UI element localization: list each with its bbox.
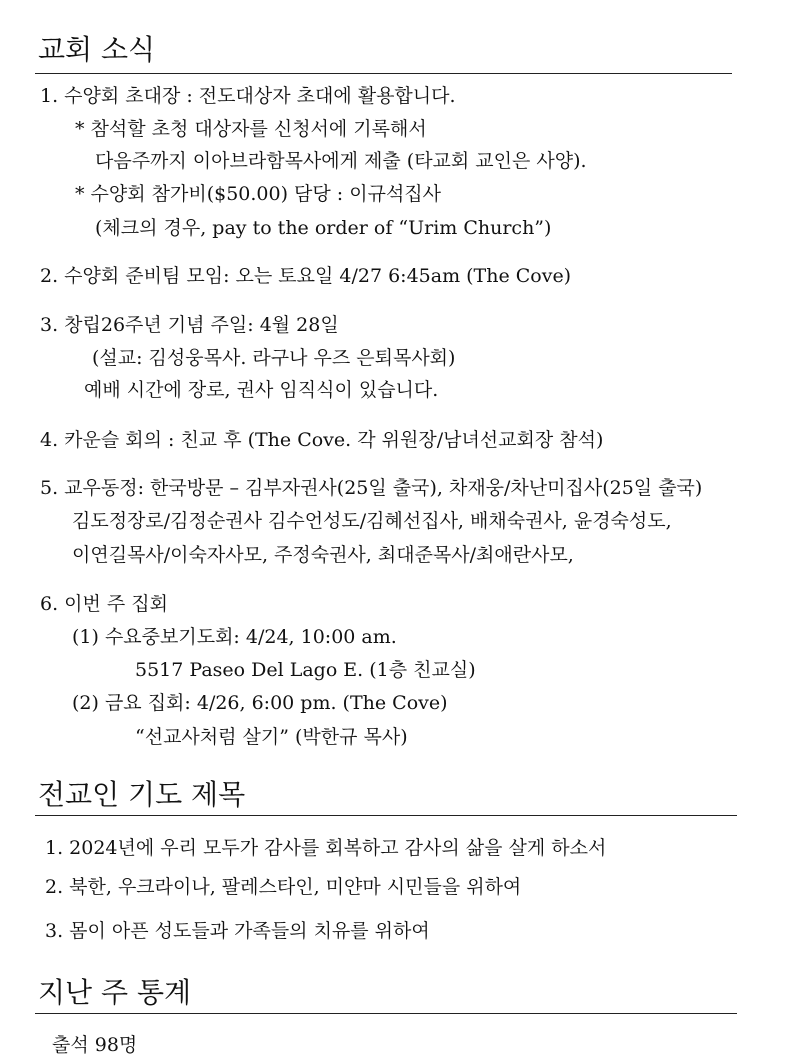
- news-subitem: (설교: 김성웅목사. 라구나 우즈 은퇴목사회): [92, 347, 456, 369]
- news-subitem: 다음주까지 이아브라함목사에게 제출 (타교회 교인은 사양).: [95, 150, 587, 172]
- divider: [35, 73, 732, 74]
- news-subitem: * 수양회 참가비($50.00) 담당 : 이규석집사: [75, 183, 442, 205]
- news-item: 2. 수양회 준비팀 모임: 오는 토요일 4/27 6:45am (The Cove): [40, 265, 572, 287]
- news-subitem: “선교사처럼 살기” (박한규 목사): [135, 726, 408, 748]
- news-subitem: * 참석할 초청 대상자를 신청서에 기록해서: [75, 118, 427, 140]
- news-item: 5. 교우동정: 한국방문 – 김부자권사(25일 출국), 차재웅/차난미집사(25일 출국): [40, 477, 703, 499]
- attendance: 출석 98명: [52, 1034, 138, 1056]
- news-item: 6. 이번 주 집회: [40, 593, 169, 615]
- section-title: 전교인 기도 제목: [38, 778, 246, 811]
- divider: [35, 1013, 737, 1014]
- prayer-item: 3. 몸이 아픈 성도들과 가족들의 치유를 위하여: [45, 920, 430, 942]
- section-title: 지난 주 통계: [38, 976, 192, 1009]
- news-item: 3. 창립26주년 기념 주일: 4월 28일: [40, 314, 339, 336]
- divider: [35, 815, 737, 816]
- section-title: 교회 소식: [38, 33, 156, 66]
- news-subitem: 예배 시간에 장로, 권사 임직식이 있습니다.: [84, 379, 439, 401]
- news-item: 4. 카운슬 회의 : 친교 후 (The Cove. 각 위원장/남녀선교회장 참석): [40, 429, 604, 451]
- news-subitem: (2) 금요 집회: 4/26, 6:00 pm. (The Cove): [72, 692, 448, 714]
- news-subitem: 이연길목사/이숙자사모, 주정숙권사, 최대준목사/최애란사모,: [72, 544, 574, 566]
- prayer-item: 1. 2024년에 우리 모두가 감사를 회복하고 감사의 삶을 살게 하소서: [45, 837, 607, 859]
- news-subitem: 5517 Paseo Del Lago E. (1층 친교실): [135, 659, 476, 681]
- news-item: 1. 수양회 초대장 : 전도대상자 초대에 활용합니다.: [40, 85, 456, 107]
- news-subitem: (1) 수요중보기도회: 4/24, 10:00 am.: [72, 626, 397, 648]
- prayer-item: 2. 북한, 우크라이나, 팔레스타인, 미얀마 시민들을 위하여: [45, 876, 522, 898]
- news-subitem: 김도정장로/김정순권사 김수언성도/김혜선집사, 배채숙권사, 윤경숙성도,: [72, 510, 672, 532]
- news-subitem: (체크의 경우, pay to the order of “Urim Church”): [95, 217, 552, 239]
